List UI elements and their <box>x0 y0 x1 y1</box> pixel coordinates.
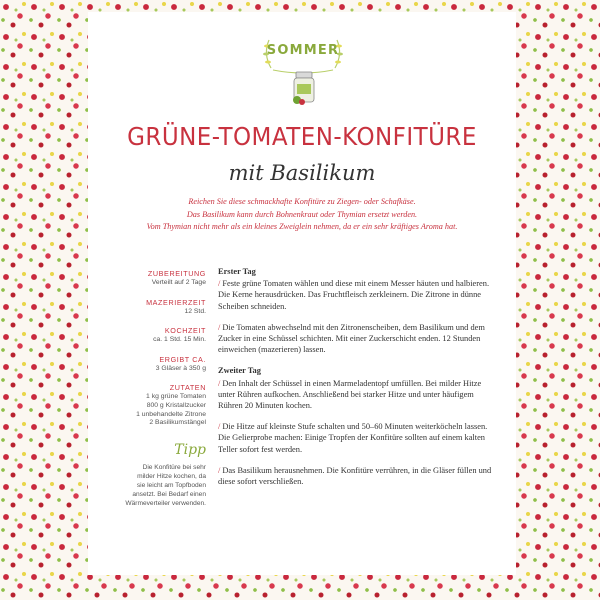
fact-yield <box>118 355 206 374</box>
fact-label: MAZERIERZEIT <box>146 297 206 307</box>
ingredient-list <box>118 393 206 427</box>
fact-value: 12 Std. <box>184 307 206 315</box>
day-one-heading: Erster Tag <box>218 267 256 276</box>
step-paragraph: / Die Hitze auf kleinste Stufe schalten und 50–60 Minuten weiterköcheln lassen. Die Gelierprobe machen: Einige Tropfen der Konfitüre sollten auf einem kalten Teller sofort fest werden. <box>218 422 488 454</box>
intro-line: Reichen Sie diese schmackhafte Konfitüre zu Ziegen- oder Schafkäse. <box>188 197 416 206</box>
step-paragraph: / Das Basilikum herausnehmen. Die Konfitüre verrühren, in die Gläser füllen und diese sofort verschließen. <box>218 465 492 487</box>
recipe-title: GRÜNE-TOMATEN-KONFITÜRE <box>127 122 477 151</box>
fact-label: ZUBEREITUNG <box>147 269 206 278</box>
step-paragraph: / Die Tomaten abwechselnd mit den Zitronenscheiben, dem Basilikum und dem Zucker in eine Schüssel schichten. Mit einer Zuckerschicht enden. 12 Stunden einweichen (mazerieren) lassen. <box>218 322 485 355</box>
ingredient-item: 800 g Kristallzucker <box>146 401 206 409</box>
ingredient-item: 2 Basilikumstängel <box>149 419 206 427</box>
fact-value: 3 Gläser à 350 g <box>155 364 206 372</box>
fact-ingredients <box>118 383 206 427</box>
tip-line: ansetzt. Bei Bedarf einen <box>132 491 206 499</box>
intro-line: Vom Thymian nicht mehr als ein kleines Zweiglein nehmen, da er ein sehr kräftiges Aroma hat. <box>146 222 458 232</box>
step-text: Die Hitze auf kleinste Stufe schalten und 50–60 Minuten weiterköcheln lassen. Die Gelierprobe machen: Einige Tropfen der Konfitüre sollten auf einem kalten Teller sofort fest werden. <box>218 422 488 454</box>
fact-maceration <box>118 298 206 317</box>
jam-jar-icon <box>288 70 320 106</box>
ingredient-item: 1 unbehandelte Zitrone <box>136 410 206 418</box>
tip-line: sie leicht am Topfboden <box>136 482 206 490</box>
intro-line: Das Basilikum kann durch Bohnenkraut oder Thymian ersetzt werden. <box>186 209 418 219</box>
tip-label: Tipp <box>174 442 206 458</box>
tip-text <box>118 463 206 508</box>
badge-title: SOMMER <box>266 43 340 58</box>
recipe-card <box>88 12 516 575</box>
tip-line: Wärmeverteiler verwenden. <box>125 500 206 508</box>
recipe-steps <box>218 266 498 497</box>
tip-line: Die Konfitüre bei sehr <box>142 464 206 471</box>
fact-label: ERGIBT CA. <box>159 354 206 364</box>
step-paragraph: / Den Inhalt der Schüssel in einen Marmeladentopf umfüllen. Bei milder Hitze unter Rühren aufkochen. Anschließend bei starker Hitze und unter häufigem Rühren 20 Minuten kochen. <box>218 378 482 411</box>
step-paragraph: / Feste grüne Tomaten wählen und diese mit einem Messer häuten und halbieren. Die Kerne herausdrücken. Das Fruchtfleisch zerkleinern. Die Zitrone in dünne Scheiben schneiden. <box>218 279 490 311</box>
step-text: Das Basilikum herausnehmen. Die Konfitüre verrühren, in die Gläser füllen und diese sofort verschließen. <box>218 465 492 487</box>
intro-text <box>108 196 496 234</box>
fact-value: ca. 1 Std. 15 Min. <box>153 336 206 344</box>
fact-cooking-time <box>118 326 206 345</box>
recipe-subtitle: mit Basilikum <box>228 161 376 185</box>
day-two-heading: Zweiter Tag <box>218 366 261 376</box>
step-text: Feste grüne Tomaten wählen und diese mit einem Messer häuten und halbieren. Die Kerne herausdrücken. Das Fruchtfleisch zerkleinern. Die Zitrone in dünne Scheiben schneiden. <box>218 279 490 311</box>
season-badge <box>261 34 345 108</box>
step-text: Die Tomaten abwechselnd mit den Zitronenscheiben, dem Basilikum und dem Zucker in eine Schüssel schichten. Mit einer Zuckerschicht enden. 12 Stunden einweichen (mazerieren) lassen. <box>218 322 485 355</box>
fact-label: ZUTATEN <box>169 383 206 393</box>
recipe-facts <box>118 269 206 438</box>
fact-preparation <box>118 269 206 288</box>
fact-label: KOCHZEIT <box>164 326 206 336</box>
ingredient-item: 1 kg grüne Tomaten <box>146 393 206 401</box>
tip-line: milder Hitze kochen, da <box>137 473 206 481</box>
step-text: Den Inhalt der Schüssel in einen Marmeladentopf umfüllen. Bei milder Hitze unter Rühren aufkochen. Anschließend bei starker Hitze und unter häufigem Rühren 20 Minuten kochen. <box>218 378 482 411</box>
fact-value: Verteilt auf 2 Tage <box>151 279 206 286</box>
